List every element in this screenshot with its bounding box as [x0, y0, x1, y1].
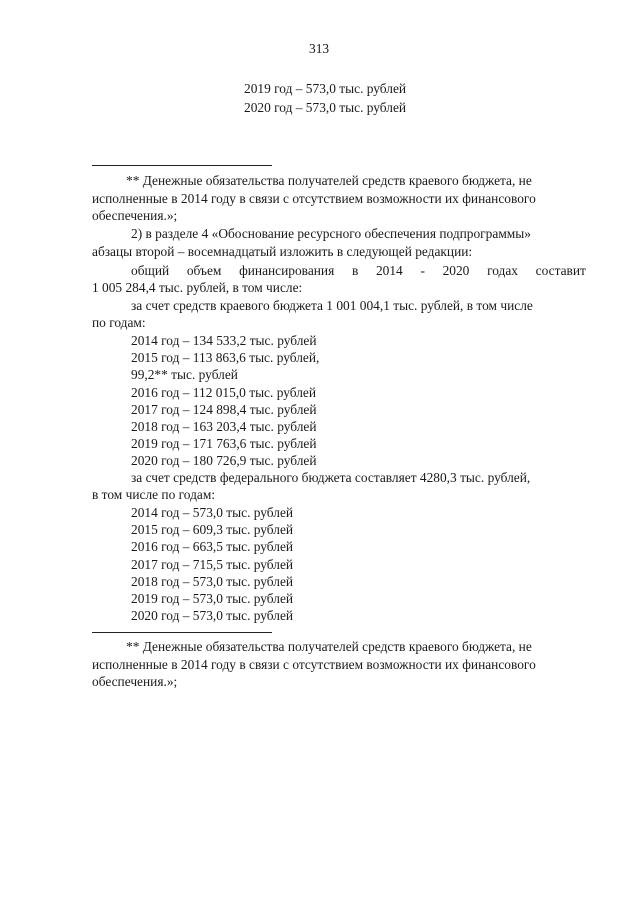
footnote2-line3: обеспечения.»; [92, 674, 178, 689]
total-word: 2020 [442, 263, 470, 278]
total-word: в [351, 263, 359, 278]
footnote1-line2: исполненные в 2014 году в связи с отсутствием возможности их финансового [92, 191, 536, 206]
federal-line2: в том числе по годам: [92, 487, 216, 502]
federal-year-2019: 2019 год – 573,0 тыс. рублей [131, 591, 294, 606]
total-word: составит [535, 263, 586, 278]
regional-year-2018: 2018 год – 163 203,4 тыс. рублей [131, 419, 317, 434]
footnote-rule [92, 632, 272, 633]
footnote1-line3: обеспечения.»; [92, 208, 178, 223]
regional-year-2020: 2020 год – 180 726,9 тыс. рублей [131, 453, 317, 468]
federal-line1: за счет средств федерального бюджета составляет 4280,3 тыс. рублей, [131, 470, 531, 485]
regional-year-2015-extra: 99,2** тыс. рублей [131, 367, 238, 382]
federal-year-2015: 2015 год – 609,3 тыс. рублей [131, 522, 294, 537]
top-year-2020: 2020 год – 573,0 тыс. рублей [244, 100, 407, 115]
federal-year-2020: 2020 год – 573,0 тыс. рублей [131, 608, 294, 623]
total-financing-line1 [131, 262, 586, 279]
regional-year-2014: 2014 год – 134 533,2 тыс. рублей [131, 333, 317, 348]
regional-line1: за счет средств краевого бюджета 1 001 004,1 тыс. рублей, в том числе [131, 298, 533, 313]
federal-year-2016: 2016 год – 663,5 тыс. рублей [131, 539, 294, 554]
regional-year-2017: 2017 год – 124 898,4 тыс. рублей [131, 402, 317, 417]
total-word: 2014 [375, 263, 403, 278]
total-word: объем [186, 263, 222, 278]
footnote1-line1: ** Денежные обязательства получателей средств краевого бюджета, не [126, 173, 532, 188]
federal-year-2018: 2018 год – 573,0 тыс. рублей [131, 574, 294, 589]
item2-line2: абзацы второй – восемнадцатый изложить в следующей редакции: [92, 244, 473, 259]
total-word: финансирования [239, 263, 335, 278]
regional-line2: по годам: [92, 315, 146, 330]
footnote-rule [92, 165, 272, 166]
total-financing-line2: 1 005 284,4 тыс. рублей, в том числе: [92, 280, 303, 295]
total-word: - [420, 263, 425, 278]
regional-year-2015: 2015 год – 113 863,6 тыс. рублей, [131, 350, 320, 365]
page-number: 313 [309, 41, 330, 56]
federal-year-2014: 2014 год – 573,0 тыс. рублей [131, 505, 294, 520]
item2-line1: 2) в разделе 4 «Обоснование ресурсного обеспечения подпрограммы» [131, 226, 531, 241]
total-word: годах [487, 263, 518, 278]
regional-year-2016: 2016 год – 112 015,0 тыс. рублей [131, 385, 317, 400]
footnote2-line2: исполненные в 2014 году в связи с отсутствием возможности их финансового [92, 657, 536, 672]
total-word: общий [131, 263, 170, 278]
federal-year-2017: 2017 год – 715,5 тыс. рублей [131, 557, 294, 572]
regional-year-2019: 2019 год – 171 763,6 тыс. рублей [131, 436, 317, 451]
footnote2-line1: ** Денежные обязательства получателей средств краевого бюджета, не [126, 639, 532, 654]
top-year-2019: 2019 год – 573,0 тыс. рублей [244, 81, 407, 96]
